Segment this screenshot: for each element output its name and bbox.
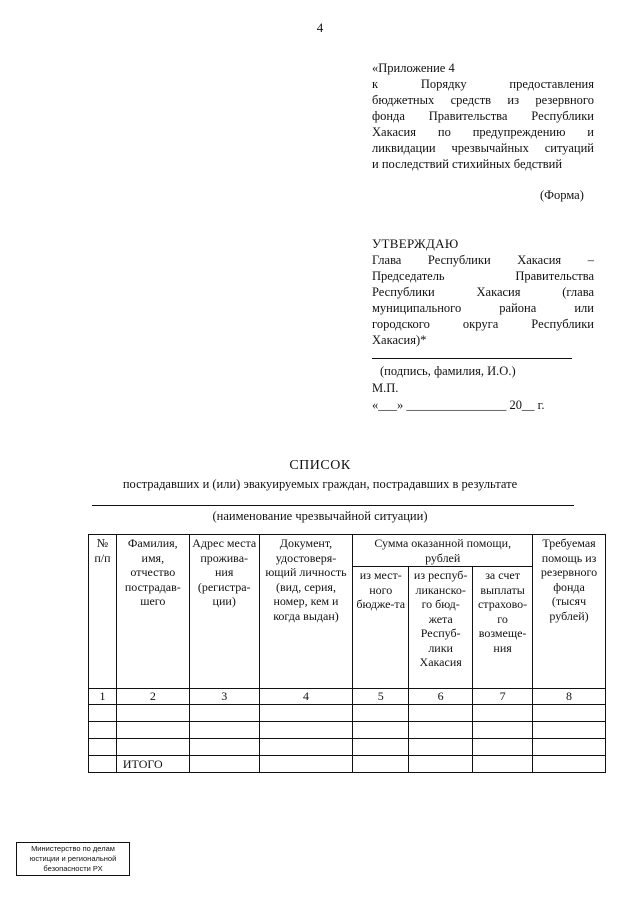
header-republic-budget: из респуб-ликанско-го бюд-жета Респуб-лики Хакасия — [409, 567, 473, 689]
column-number: 3 — [189, 689, 259, 705]
stamp-line: безопасности РХ — [43, 864, 103, 873]
approval-line: Республики Хакасия (глава — [372, 285, 594, 299]
column-number: 5 — [353, 689, 409, 705]
column-number: 4 — [259, 689, 353, 705]
seal-placeholder: М.П. — [372, 381, 399, 395]
signature-line — [372, 358, 572, 359]
stamp-line: юстиции и региональной — [29, 854, 117, 863]
approval-date: «___» ________________ 20__ г. — [372, 398, 545, 412]
header-address: Адрес места прожива-ния (регистра-ции) — [189, 535, 259, 689]
approval-line: Председатель Правительства — [372, 269, 594, 283]
annex-line: фонда Правительства Республики — [372, 109, 594, 123]
header-document: Документ, удостоверя-ющий личность (вид, серия, номер, кем и когда выдан) — [259, 535, 353, 689]
page-number: 4 — [316, 20, 324, 35]
list-subtitle: пострадавших и (или) эвакуируемых граждан, пострадавших в результате — [122, 477, 518, 491]
approval-header: УТВЕРЖДАЮ — [372, 236, 459, 251]
table-row — [89, 721, 606, 738]
approval-line: Хакасия)* — [372, 333, 427, 347]
signature-caption: (подпись, фамилия, И.О.) — [380, 364, 516, 378]
header-assistance: Сумма оказанной помощи, рублей — [353, 535, 533, 567]
column-number: 8 — [533, 689, 606, 705]
table-row — [89, 704, 606, 721]
annex-line: ликвидации чрезвычайных ситуаций — [372, 141, 594, 155]
situation-caption: (наименование чрезвычайной ситуации) — [212, 509, 428, 523]
stamp-line: Министерство по делам — [31, 844, 115, 853]
form-label: (Форма) — [540, 188, 584, 202]
annex-line: к Порядку предоставления — [372, 77, 594, 91]
table-row-total — [89, 755, 606, 773]
situation-line — [92, 505, 574, 506]
annex-line: бюджетных средств из резервного — [372, 93, 594, 107]
approval-line: муниципального района или — [372, 301, 594, 315]
total-label: ИТОГО — [116, 755, 189, 773]
column-number: 7 — [473, 689, 533, 705]
table-row — [89, 738, 606, 755]
approval-block — [372, 236, 594, 348]
annex-line: и последствий стихийных бедствий — [372, 157, 563, 171]
column-number: 1 — [89, 689, 117, 705]
header-local-budget: из мест-ного бюдже-та — [353, 567, 409, 689]
annex-line: Хакасия по предупреждению и — [372, 125, 594, 139]
header-num: № п/п — [89, 535, 117, 689]
column-number: 2 — [116, 689, 189, 705]
approval-line: городского округа Республики — [372, 317, 594, 331]
approval-line: Глава Республики Хакасия – — [372, 253, 594, 267]
list-title: СПИСОК — [289, 458, 351, 473]
annex-block — [372, 60, 594, 172]
column-number: 6 — [409, 689, 473, 705]
annex-title: «Приложение 4 — [372, 61, 455, 75]
header-required: Требуемая помощь из резервного фонда (тысяч рублей) — [533, 535, 606, 689]
victims-table — [88, 534, 606, 773]
header-insurance: за счет выплаты страхово-го возмеще-ния — [473, 567, 533, 689]
ministry-stamp — [16, 842, 130, 876]
header-name: Фамилия, имя, отчество пострадав-шего — [116, 535, 189, 689]
